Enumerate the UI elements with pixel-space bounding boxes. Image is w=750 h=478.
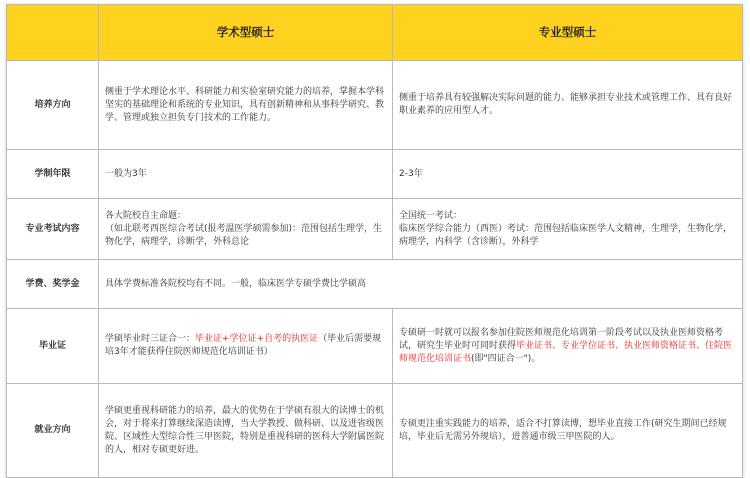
cert-academic-post: （毕业后需要规培3年才能获得住院医师规范化培训证书） (105, 334, 382, 357)
cell-duration-professional: 2-3年 (393, 150, 743, 199)
exam-professional-intro: 全国统一考试： (399, 210, 463, 221)
cell-employment-academic: 学硕更重视科研能力的培养，最大的优势在于学硕有很大的读博士的机会，对于将来打算继续深造读博，当大学教授、做科研、以及进省级医院、区域性大型综合性三甲医院，特别是重视科研的医科大学附属医院的人，相对专硕更好进。 (99, 384, 393, 478)
header-corner-cell (7, 5, 99, 61)
row-label-tuition: 学费、奖学金 (7, 260, 99, 309)
row-label-certificate: 毕业证 (7, 309, 99, 384)
table-row (7, 384, 743, 478)
cert-academic-pre: 学硕毕业时三证合一： (105, 334, 196, 344)
row-label-training: 培养方向 (7, 61, 99, 150)
cell-exam-professional (393, 199, 743, 260)
cell-duration-academic: 一般为3年 (99, 150, 393, 199)
comparison-table (6, 4, 743, 478)
exam-academic-intro: 各大院校自主命题： (105, 210, 187, 221)
cell-employment-professional: 专硕更注重实践能力的培养，适合不打算读博，想毕业直接工作(研究生期间已经规培，毕业后无需另外规培），进普通市级三甲医院的人。 (393, 384, 743, 478)
cell-certificate-academic (99, 309, 393, 384)
header-academic-master: 学术型硕士 (99, 5, 393, 61)
table-row (7, 309, 743, 384)
exam-professional-detail: 临床医学综合能力（西医）考试：范围包括临床医学人文精神，生理学，生物化学，病理学，内科学（含诊断），外科学 (399, 223, 733, 247)
table-row (7, 61, 743, 150)
table-row (7, 260, 743, 309)
table-row (7, 199, 743, 260)
table-header-row (7, 5, 743, 61)
cell-training-professional: 侧重于培养具有较强解决实际问题的能力、能够承担专业技术或管理工作、具有良好职业素养的应用型人才。 (393, 61, 743, 150)
cert-academic-highlight: 毕业证+学位证+自考的执医证 (195, 334, 319, 344)
cert-professional-post: (即"四证合一")。 (471, 353, 541, 364)
cell-exam-academic (99, 199, 393, 260)
table-row (7, 150, 743, 199)
header-professional-master: 专业型硕士 (393, 5, 743, 61)
cell-tuition-merged: 具体学费标准各院校均有不同。一般，临床医学专硕学费比学硕高 (99, 260, 743, 309)
cert-professional-highlight: 毕业证书、专业学位证书、执业医师资格证书、住院医师规范化培训证书 (399, 340, 733, 364)
cell-training-academic: 侧重于学术理论水平、科研能力和实验室研究能力的培养，掌握本学科坚实的基础理论和系统的专业知识，具有创新精神和从事科学研究、教学、管理或独立担负专门技术的工作能力。 (99, 61, 393, 150)
exam-academic-detail: （如北联考西医综合考试(报考温医学硕需参加)：范围包括生理学，生物化学，病理学，诊断学，外科总论 (105, 223, 383, 247)
row-label-duration: 学制年限 (7, 150, 99, 199)
cell-certificate-professional (393, 309, 743, 384)
row-label-employment: 就业方向 (7, 384, 99, 478)
row-label-exam: 专业考试内容 (7, 199, 99, 260)
cert-professional-pre: 专硕研一时就可以报名参加住院医师规范化培训第一阶段考试以及执业医师资格考试，研究生毕业时可同时获得 (399, 327, 724, 351)
